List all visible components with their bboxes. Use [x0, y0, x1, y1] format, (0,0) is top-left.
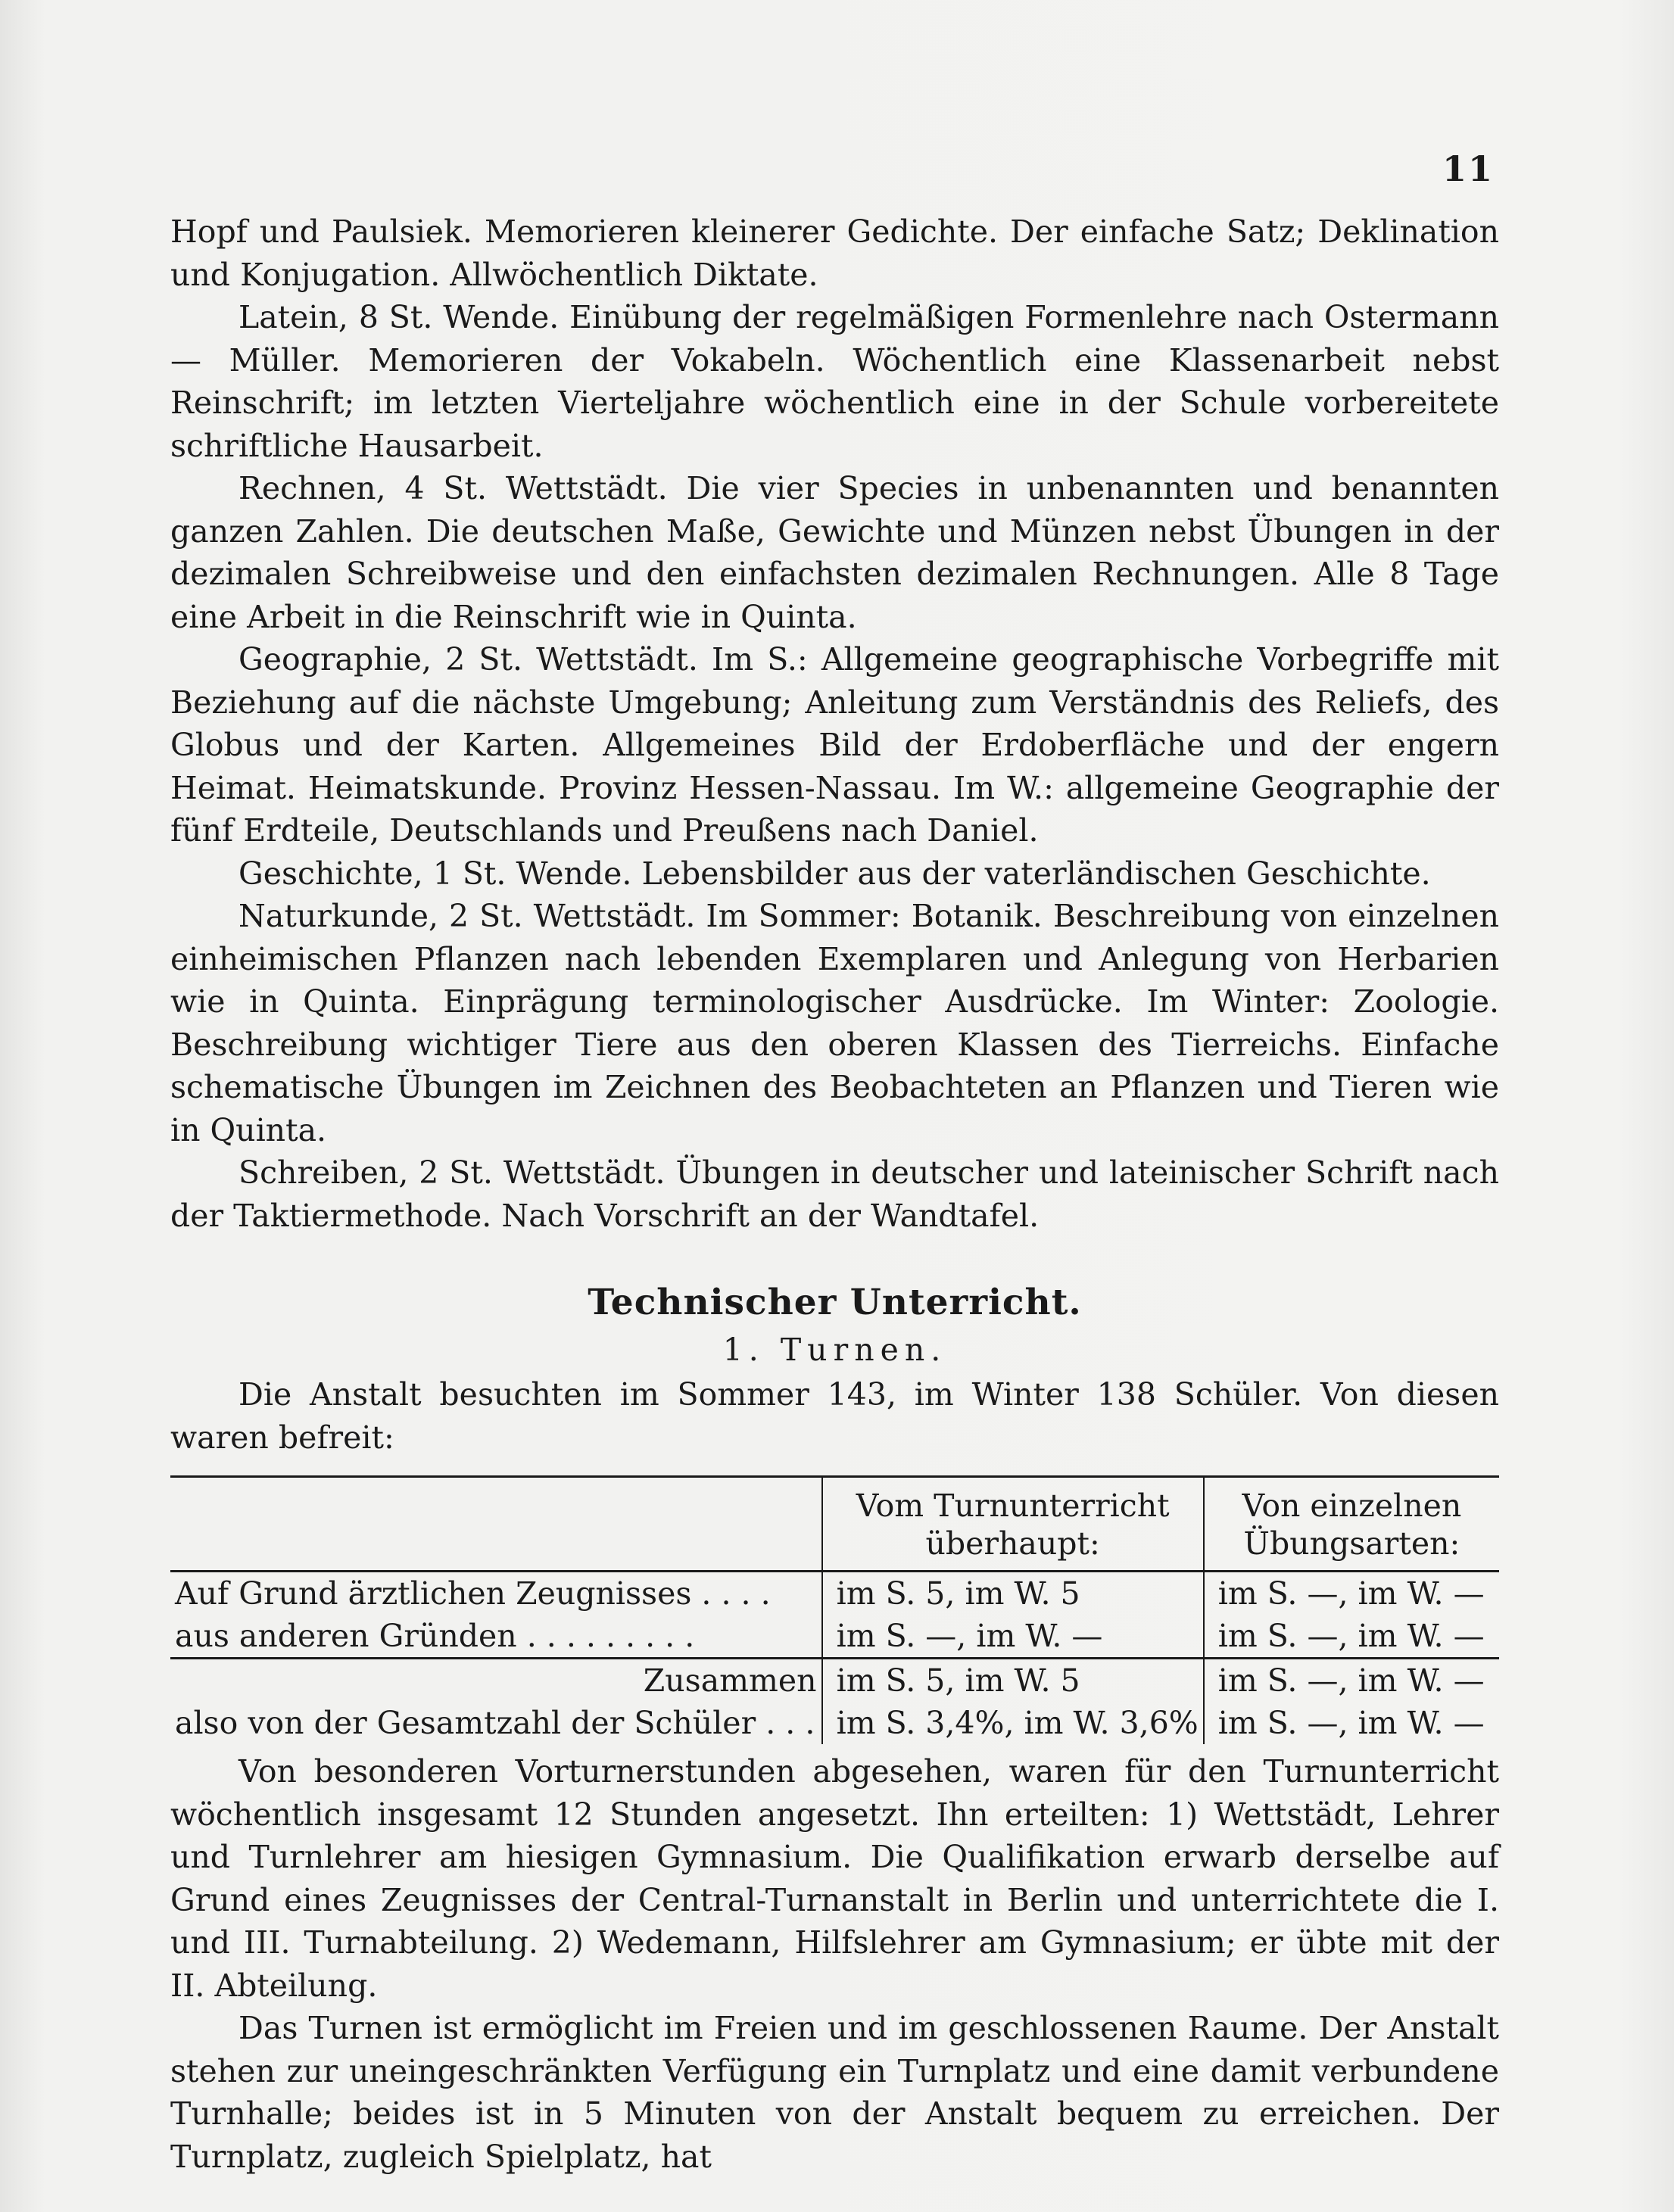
table-header-empty — [170, 1477, 822, 1572]
table-cell: also von der Gesamtzahl der Schüler . . . — [175, 1705, 815, 1741]
paragraph-naturkunde: Naturkunde, 2 St. Wettstädt. Im Sommer: Botanik. Beschreibung von einzelnen einheimischen Pflanzen nach lebenden Exemplaren und Anlegung von Herbarien wie in Quinta. Einprägung terminologischer Ausdrücke. Im Winter: Zoologie. Beschreibung wichtiger Tiere aus den oberen Klassen des Tierreichs. Einfache schematische Übungen im Zeichnen des Beobachteten an Pflanzen und Tieren wie in Quinta. — [170, 898, 1499, 1148]
paragraph-latein: Latein, 8 St. Wende. Einübung der regelmäßigen Formenlehre nach Ostermann — Müller. Memorieren der Vokabeln. Wöchentlich eine Klassenarbeit nebst Reinschrift; im letzten Vierteljahre wöchentlich eine in der Schule vorbereitete schriftliche Hausarbeit. — [170, 299, 1499, 464]
table-cell: im S. 3,4%, im W. 3,6% — [822, 1702, 1204, 1744]
turnen-intro: Die Anstalt besuchten im Sommer 143, im Winter 138 Schüler. Von diesen waren befreit: — [170, 1376, 1499, 1456]
table-row — [170, 1572, 1499, 1615]
table-cell: im S. —, im W. — — [822, 1615, 1204, 1659]
table-row — [170, 1615, 1499, 1659]
table-cell: Zusammen — [170, 1659, 822, 1703]
paragraph-geographie: Geographie, 2 St. Wettstädt. Im S.: Allgemeine geographische Vorbegriffe mit Beziehung auf die nächste Umgebung; Anleitung zum Verständnis des Reliefs, des Globus und der Karten. Allgemeines Bild der Erdoberfläche und der engern Heimat. Heimatskunde. Provinz Hessen-Nassau. Im W.: allgemeine Geographie der fünf Erdteile, Deutschlands und Preußens nach Daniel. — [170, 641, 1499, 849]
paragraph-turnlehrer: Von besonderen Vorturnerstunden abgesehen, waren für den Turnunterricht wöchentlich insgesamt 12 Stunden angesetzt. Ihn erteilten: 1) Wettstädt, Lehrer und Turnlehrer am hiesigen Gymnasium. Die Qualifikation erwarb derselbe auf Grund eines Zeugnisses der Central-Turnanstalt in Berlin und unterrichtete die I. und III. Turnabteilung. 2) Wedemann, Hilfslehrer am Gymnasium; er übte mit der II. Abteilung. — [170, 1753, 1499, 2004]
table-cell: im S. 5, im W. 5 — [822, 1659, 1204, 1703]
table-cell: im S. —, im W. — — [1204, 1615, 1499, 1659]
subsection-title: 1. Turnen. — [722, 1332, 947, 1368]
paragraph-turnplatz: Das Turnen ist ermöglicht im Freien und im geschlossenen Raume. Der Anstalt stehen zur uneingeschränkten Verfügung ein Turnplatz und eine damit verbundene Turnhalle; beides ist in 5 Minuten von der Anstalt bequem zu erreichen. Der Turnplatz, zugleich Spielplatz, hat — [170, 2010, 1499, 2175]
paragraph-schreiben: Schreiben, 2 St. Wettstädt. Übungen in deutscher und lateinischer Schrift nach der Taktiermethode. Nach Vorschrift an der Wandtafel. — [170, 1154, 1499, 1234]
exemption-table — [170, 1475, 1499, 1744]
section-title: Technischer Unterricht. — [588, 1282, 1082, 1323]
table-cell: im S. —, im W. — — [1204, 1572, 1499, 1615]
table-header-row — [170, 1477, 1499, 1572]
page-number: 11 — [1442, 148, 1495, 189]
table-header-overall: Vom Turnunterricht überhaupt: — [822, 1477, 1204, 1572]
paragraph-geschichte: Geschichte, 1 St. Wende. Lebensbilder aus der vaterländischen Geschichte. — [238, 855, 1431, 892]
body-text — [170, 210, 1499, 2178]
table-percent-row — [170, 1702, 1499, 1744]
paragraph-deutsch-cont: Hopf und Paulsiek. Memorieren kleinerer Gedichte. Der einfache Satz; Deklination und Konjugation. Allwöchentlich Diktate. — [170, 213, 1499, 293]
table-cell: aus anderen Gründen . . . . . . . . . — [175, 1618, 695, 1654]
table-cell: im S. —, im W. — — [1204, 1702, 1499, 1744]
table-cell: Auf Grund ärztlichen Zeugnisses . . . . — [175, 1575, 771, 1612]
paragraph-rechnen: Rechnen, 4 St. Wettstädt. Die vier Species in unbenannten und benannten ganzen Zahlen. Die deutschen Maße, Gewichte und Münzen nebst Übungen in der dezimalen Schreibweise und den einfachsten dezimalen Rechnungen. Alle 8 Tage eine Arbeit in die Reinschrift wie in Quinta. — [170, 470, 1499, 635]
table-cell: im S. 5, im W. 5 — [822, 1572, 1204, 1615]
table-sum-row — [170, 1659, 1499, 1703]
table-header-partial: Von einzelnen Übungsarten: — [1204, 1477, 1499, 1572]
table-cell: im S. —, im W. — — [1204, 1659, 1499, 1703]
